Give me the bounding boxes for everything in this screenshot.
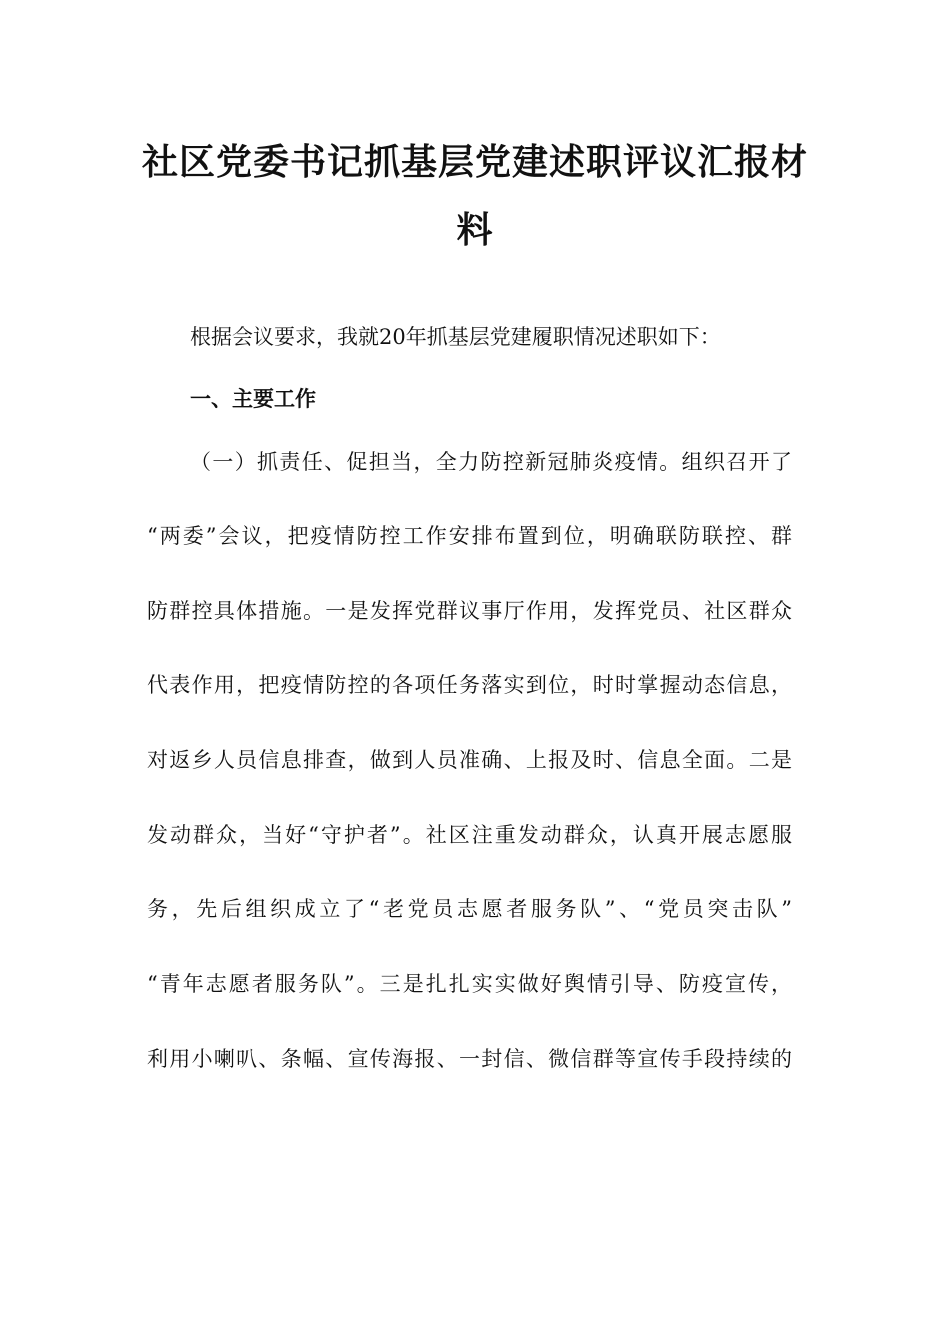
body-line-1: （一）抓责任、促担当，全力防控新冠肺炎疫情。组织召开了	[190, 450, 792, 474]
body-line-3: 防群控具体措施。一是发挥党群议事厅作用，发挥党员、社区群众	[147, 599, 792, 623]
body-line-7: 务，先后组织成立了“老党员志愿者服务队”、“党员突击队”	[147, 897, 792, 921]
body-line-8: “青年志愿者服务队”。三是扎扎实实做好舆情引导、防疫宣传，	[147, 972, 792, 996]
section-heading: 一、主要工作	[190, 386, 316, 411]
document-title-line-2: 料	[456, 209, 494, 251]
body-line-9: 利用小喇叭、条幅、宣传海报、一封信、微信群等宣传手段持续的	[147, 1047, 792, 1071]
body-line-6: 发动群众，当好“守护者”。社区注重发动群众，认真开展志愿服	[147, 823, 792, 847]
document-title-line-1: 社区党委书记抓基层党建述职评议汇报材	[141, 141, 808, 183]
body-line-5: 对返乡人员信息排查，做到人员准确、上报及时、信息全面。二是	[147, 748, 792, 772]
body-line-2: “两委”会议，把疫情防控工作安排布置到位，明确联防联控、群	[147, 524, 792, 548]
body-line-4: 代表作用，把疫情防控的各项任务落实到位，时时掌握动态信息，	[147, 673, 792, 697]
intro-paragraph: 根据会议要求，我就20年抓基层党建履职情况述职如下：	[190, 325, 721, 349]
